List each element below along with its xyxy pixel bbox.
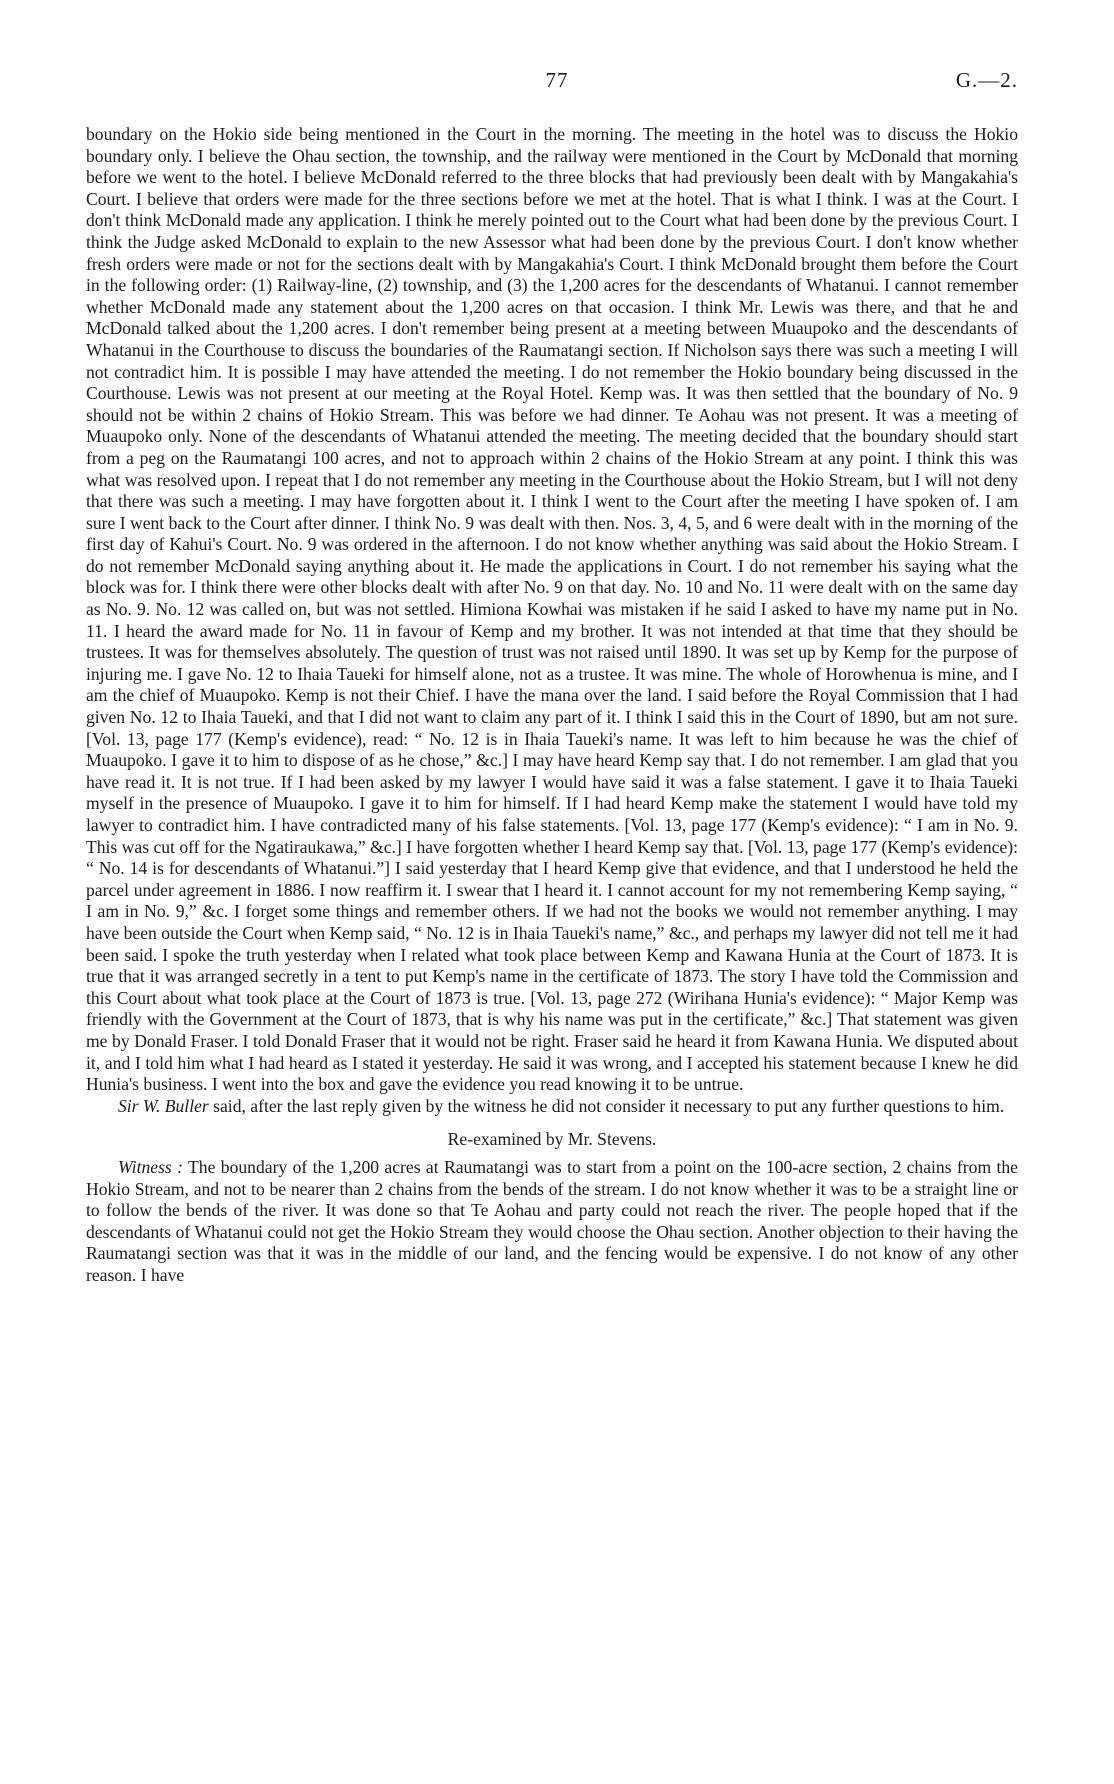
witness-label: Witness : (118, 1156, 183, 1177)
page-number: 77 (545, 68, 569, 92)
buller-paragraph (86, 1096, 1018, 1118)
testimony-paragraph: boundary on the Hokio side being mentioned in the Court in the morning. The meeting in the hotel was to discuss the Hokio boundary only. I believe the Ohau section, the township, and the railway were mentioned in the Court by McDonald that morning before we went to the hotel. I believe McDonald referred to the three blocks that had previously been dealt with by Mangakahia's Court. I believe that orders were made for the three sections before we met at the hotel. That is what I think. I was at the Court. I don't think McDonald made any application. I think he merely pointed out to the Court what had been done by the previous Court. I think the Judge asked McDonald to explain to the new Assessor what had been done by the previous Court. I don't know whether fresh orders were made or not for the sections dealt with by Mangakahia's Court. I think McDonald brought them before the Court in the following order: (1) Railway-line, (2) township, and (3) the 1,200 acres for the descendants of Whatanui. I cannot remember whether McDonald made any statement about the 1,200 acres on that occasion. I think Mr. Lewis was there, and that he and McDonald talked about the 1,200 acres. I don't remember being present at a meeting between Muaupoko and the descendants of Whatanui in the Courthouse to discuss the boundaries of the Raumatangi section. If Nicholson says there was such a meeting I will not contradict him. It is possible I may have attended the meeting. I do not remember the Hokio boundary being discussed in the Courthouse. Lewis was not present at our meeting at the Royal Hotel. Kemp was. It was then settled that the boundary of No. 9 should not be within 2 chains of Hokio Stream. This was before we had dinner. Te Aohau was not present. It was a meeting of Muaupoko only. None of the descendants of Whatanui attended the meeting. The meeting decided that the boundary should start from a peg on the Raumatangi 100 acres, and not to approach within 2 chains of the Hokio Stream at any point. I think this was what was resolved upon. I repeat that I do not remember any meeting in the Courthouse about the Hokio Stream, but I will not deny that there was such a meeting. I may have forgotten about it. I think I went to the Court after the meeting I have spoken of. I am sure I went back to the Court after dinner. I think No. 9 was dealt with then. Nos. 3, 4, 5, and 6 were dealt with in the morning of the first day of Kahui's Court. No. 9 was ordered in the afternoon. I do not know whether anything was said about the Hokio Stream. I do not remember McDonald saying anything about it. He made the applications in Court. I do not remember his saying what the block was for. I think there were other blocks dealt with after No. 9 on that day. No. 10 and No. 11 were dealt with on the same day as No. 9. No. 12 was called on, but was not settled. Himiona Kowhai was mistaken if he said I asked to have my name put in No. 11. I heard the award made for No. 11 in favour of Kemp and my brother. It was not intended at that time that they should be trustees. It was for themselves absolutely. The question of trust was not raised until 1890. It was set up by Kemp for the purpose of injuring me. I gave No. 12 to Ihaia Taueki for himself alone, not as a trustee. It was mine. The whole of Horowhenua is mine, and I am the chief of Muaupoko. Kemp is not their Chief. I have the mana over the land. I said before the Royal Commission that I had given No. 12 to Ihaia Taueki, and that I did not want to claim any part of it. I think I said this in the Court of 1890, but am not sure. [Vol. 13, page 177 (Kemp's evidence), read: “ No. 12 is in Ihaia Taueki's name. It was left to him because he was the chief of Muaupoko. I gave it to him to dispose of as he chose,” &c.] I may have heard Kemp say that. I do not remember. I am glad that you have read it. It is not true. If I had been asked by my lawyer I would have said it was a false statement. I gave it to Ihaia Taueki myself in the presence of Muaupoko. I gave it to him for himself. If I had heard Kemp make the statement I would have told my lawyer to contradict him. I have contradicted many of his false statements. [Vol. 13, page 177 (Kemp's evidence): “ I am in No. 9. This was cut off for the Ngatiraukawa,” &c.] I have forgotten whether I heard Kemp say that. [Vol. 13, page 177 (Kemp's evidence): “ No. 14 is for descendants of Whatanui.”] I said yesterday that I heard Kemp give that evidence, and that I understood he held the parcel under agreement in 1886. I now reaffirm it. I swear that I heard it. I cannot account for my not remembering Kemp saying, “ I am in No. 9,” &c. I forget some things and remember others. If we had not the books we would not remember anything. I may have been outside the Court when Kemp said, “ No. 12 is in Ihaia Taueki's name,” &c., and perhaps my lawyer did not tell me it had been said. I spoke the truth yesterday when I related what took place between Kemp and Kawana Hunia at the Court of 1873. It is true that it was arranged secretly in a tent to put Kemp's name in the certificate of 1873. The story I have told the Commission and this Court about what took place at the Court of 1873 is true. [Vol. 13, page 272 (Wirihana Hunia's evidence): “ Major Kemp was friendly with the Government at the Court of 1873, that is why his name was put in the certificate,” &c.] That statement was given me by Donald Fraser. I told Donald Fraser that it would not be right. Fraser said he heard it from Kawana Hunia. We disputed about it, and I told him what I had heard as I stated it yesterday. He said it was wrong, and I accepted his statement because I knew he did Hunia's business. I went into the box and gave the evidence you read knowing it to be untrue. (86, 124, 1018, 1095)
witness-paragraph (86, 1157, 1018, 1287)
witness-statement: The boundary of the 1,200 acres at Raumatangi was to start from a point on the 100-acre section, 2 chains from the Hokio Stream, and not to be nearer than 2 chains from the bends of the stream. I do not know whether it was to be a straight line or to follow the bends of the river. It was done so that Te Aohau and party could not reach the river. The people hoped that if the descendants of Whatanui could not get the Hokio Stream they would choose the Ohau section. Another objection to their having the Raumatangi section was that it was in the middle of our land, and the fencing would be expensive. I do not know of any other reason. I have (86, 1156, 1018, 1285)
speaker-name: Sir W. Buller (118, 1095, 209, 1116)
page-body (86, 124, 1018, 1286)
document-code: G.—2. (955, 68, 1018, 92)
section-heading: Re-examined by Mr. Stevens. (447, 1129, 657, 1150)
buller-statement: said, after the last reply given by the witness he did not consider it necessary to put any further questions to him. (208, 1095, 1005, 1116)
